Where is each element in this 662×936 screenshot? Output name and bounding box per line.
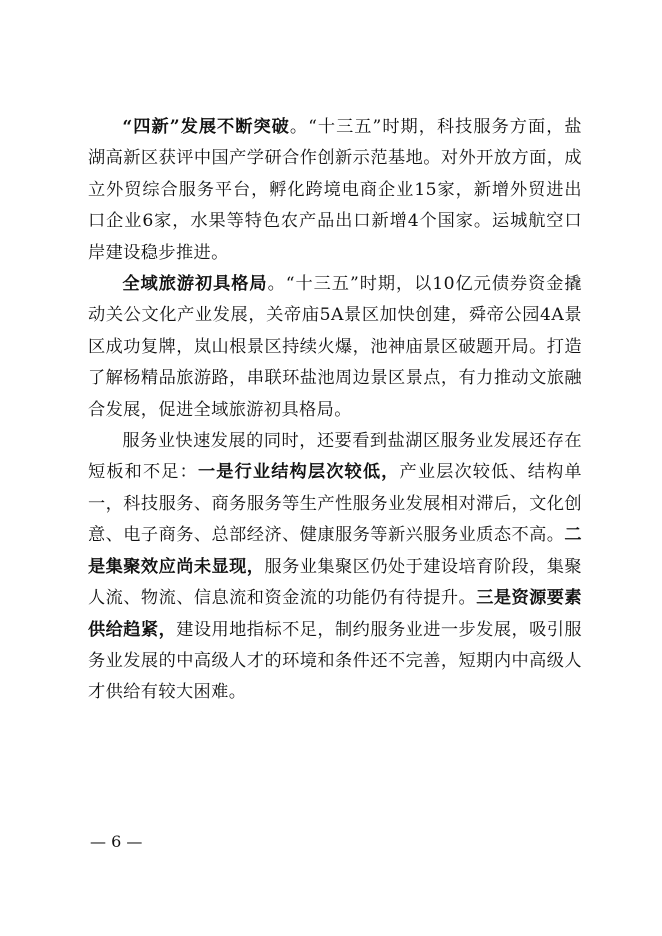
paragraph-heading: 全域旅游初具格局 (122, 274, 268, 295)
body-text (88, 112, 582, 709)
point-one-text: 产业层次较低、结构单一，科技服务、商务服务等生产性服务业发展相对滞后，文化创意、电子商务、总部经济、健康服务等新兴服务业质态不高。 (88, 462, 582, 546)
point-three-text: 建设用地指标不足，制约服务业进一步发展，吸引服务业发展的中高级人才的环境和条件还不完善，短期内中高级人才供给有较大困难。 (88, 619, 582, 703)
page-number: — 6 — (90, 832, 143, 851)
paragraph-body: 。“十三五”时期，以10亿元债券资金撬动关公文化产业发展，关帝庙5A景区加快创建，舜帝公园4A景区成功复牌，岚山根景区持续火爆，池神庙景区破题开局。打造了解杨精品旅游路，串联环盐池周边景区景点，有力推动文旅融合发展，促进全域旅游初具格局。 (88, 274, 583, 420)
point-two-text: 服务业集聚区仍处于建设培育阶段，集聚人流、物流、信息流和资金流的功能仍有待提升。 (88, 556, 582, 609)
paragraph-heading: “四新”发展不断突破 (122, 117, 290, 137)
paragraph-body: 。“十三五”时期，科技服务方面，盐湖高新区获评中国产学研合作创新示范基地。对外开放方面，成立外贸综合服务平台，孵化跨境电商企业15家，新增外贸进出口企业6家，水果等特色农产品出口新增4个国家。运城航空口岸建设稳步推进。 (88, 117, 582, 263)
point-two-heading: 二是集聚效应尚未显现， (88, 525, 582, 577)
paragraph-intro: 服务业快速发展的同时，还要看到盐湖区服务业发展还存在短板和不足： (88, 431, 582, 483)
paragraph-shortcomings (88, 426, 582, 709)
point-one-heading: 一是行业结构层次较低， (197, 462, 400, 483)
paragraph-tourism (88, 269, 582, 426)
paragraph-four-new (88, 112, 582, 269)
point-three-heading: 三是资源要素供给趋紧， (88, 588, 582, 640)
